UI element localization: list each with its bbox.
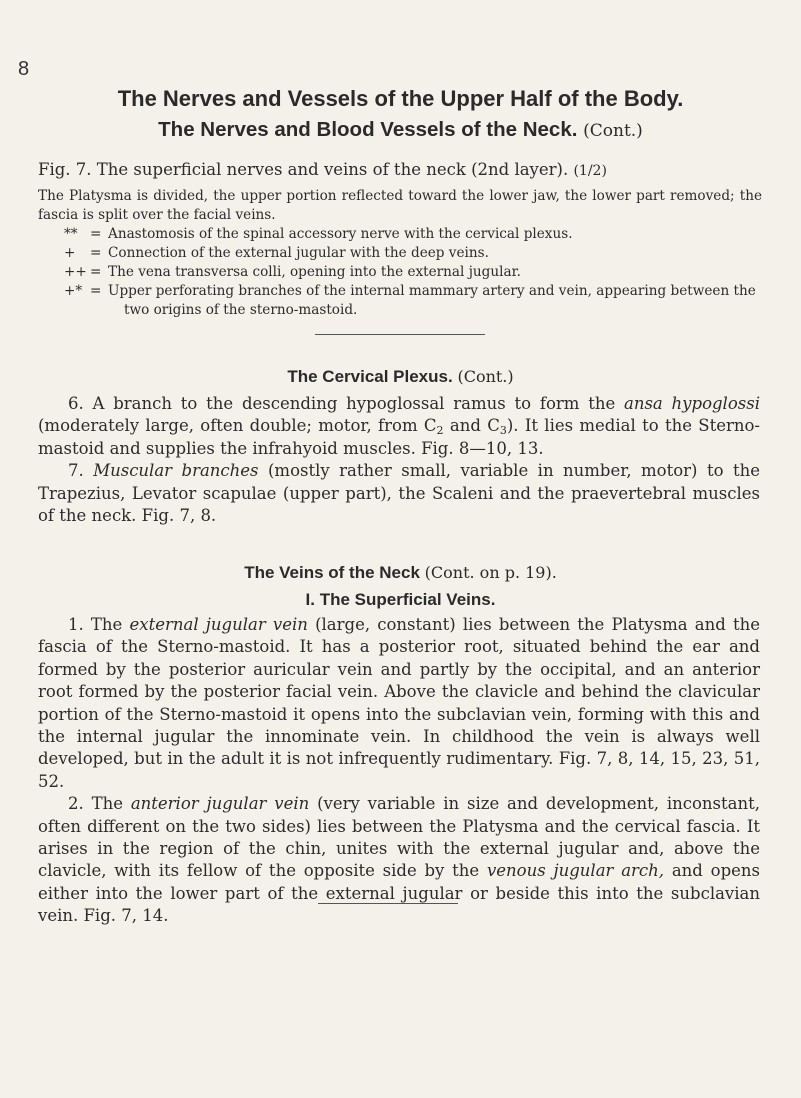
veins-heading-cont: (Cont. on p. 19). bbox=[424, 563, 557, 582]
veins-heading bbox=[0, 563, 801, 583]
cervical-plexus-heading bbox=[0, 367, 801, 387]
figure-caption-text: Fig. 7. The superficial nerves and veins of the neck (2nd layer). bbox=[38, 160, 569, 179]
section-divider bbox=[318, 903, 458, 904]
legend-text: Anastomosis of the spinal accessory nerve with the cervical plexus. bbox=[108, 226, 573, 242]
legend-item: ** = Anastomosis of the spinal accessory nerve with the cervical plexus. bbox=[64, 226, 573, 242]
legend-symbol: + bbox=[64, 245, 76, 261]
cervical-plexus-text bbox=[38, 393, 760, 527]
figure-scale: (1/2) bbox=[573, 163, 607, 179]
section-title bbox=[0, 118, 801, 142]
legend-item: +* = Upper perforating branches of the internal mammary artery and vein, appearing between the two origins of the sterno-mastoid. bbox=[64, 283, 756, 318]
figure-legend bbox=[64, 225, 764, 320]
legend-text: Connection of the external jugular with the deep veins. bbox=[108, 245, 489, 261]
veins-heading-text: The Veins of the Neck bbox=[244, 563, 420, 582]
paragraph: 1. The external jugular vein (large, constant) lies between the Platysma and the fascia of the Sterno-mastoid. It has a posterior root, situated behind the ear and formed by the posterior auricular vein and partly by the occipital, and an anterior root formed by the posterior facial vein. Above the clavicle and behind the clavicular portion of the Sterno-mastoid it opens into the subclavian vein, forming with this and the internal jugular the innominate vein. In childhood the vein is always well developed, but in the adult it is not infrequently rudimentary. Fig. 7, 8, 14, 15, 23, 51, 52. bbox=[38, 615, 760, 791]
legend-text: The vena transversa colli, opening into the external jugular. bbox=[108, 264, 521, 280]
legend-symbol: ** bbox=[64, 226, 78, 242]
section-divider bbox=[315, 334, 485, 335]
cervical-plexus-heading-text: The Cervical Plexus. bbox=[287, 367, 453, 386]
page-title: The Nerves and Vessels of the Upper Half of the Body. bbox=[117, 86, 684, 111]
figure-caption bbox=[38, 160, 607, 179]
paragraph: 6. A branch to the descending hypoglossal ramus to form the ansa hypoglossi (moderately large, often double; motor, from $C_2$ and $C_3$). It lies medial to the Sterno-mastoid and supplies the infrahyoid muscles. Fig. 8—10, 13. bbox=[38, 394, 761, 458]
cervical-plexus-heading-cont: (Cont.) bbox=[457, 367, 514, 386]
legend-symbol: ++ bbox=[64, 264, 87, 280]
legend-item: + = Connection of the external jugular with the deep veins. bbox=[64, 245, 489, 261]
figure-description: The Platysma is divided, the upper portion reflected toward the lower jaw, the lower part removed; the fascia is split over the facial veins. bbox=[38, 188, 762, 223]
paragraph: 2. The anterior jugular vein (very variable in size and development, inconstant, often different on the two sides) lies between the Platysma and the cervical fascia. It arises in the region of the chin, unites with the external jugular and, above the clavicle, with its fellow of the opposite side by the venous jugular arch, and opens either into the lower part of the external jugular or beside this into the subclavian vein. Fig. 7, 14. bbox=[38, 794, 760, 926]
legend-item: ++ = The vena transversa colli, opening into the external jugular. bbox=[64, 264, 521, 280]
paragraph: 7. Muscular branches (mostly rather small, variable in number, motor) to the Trapezius, Levator scapulae (upper part), the Scaleni and the praevertebral muscles of the neck. Fig. 7, 8. bbox=[38, 461, 760, 526]
section-title-text: The Nerves and Blood Vessels of the Neck. bbox=[158, 118, 578, 141]
legend-text: Upper perforating branches of the internal mammary artery and vein, appearing between the two origins of the sterno-mastoid. bbox=[108, 283, 756, 318]
legend-symbol: +* bbox=[64, 283, 83, 299]
section-title-cont: (Cont.) bbox=[583, 121, 643, 141]
superficial-veins-heading: I. The Superficial Veins. bbox=[305, 590, 496, 609]
veins-text bbox=[38, 614, 760, 928]
page-number: 8 bbox=[18, 58, 30, 80]
